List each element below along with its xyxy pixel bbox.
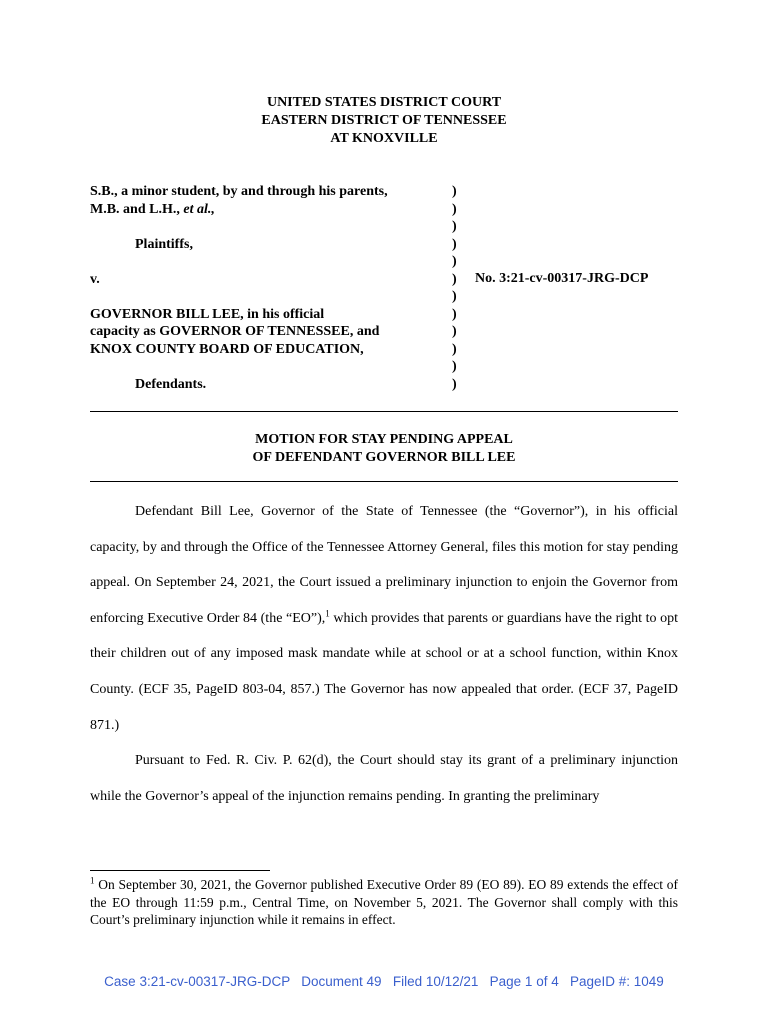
footnote-separator <box>90 870 270 871</box>
paren: ) <box>452 376 457 392</box>
stamp-document: Document 49 <box>301 974 382 989</box>
paren: ) <box>452 359 457 374</box>
paragraph-1: Defendant Bill Lee, Governor of the State of Tennessee (the “Governor”), in his official capacity, by and through the Office of the Tennessee Attorney General, files this motion for stay pending appeal. On September 24, 2021, the Court issued a preliminary injunction to enjoin the Governor from enforcing Executive Order 84 (the “EO”),$^1$ which provides that parents or guardians have the right to opt their children out of any imposed mask mandate while at school or at a school function, within Knox County. (ECF 35, PageID 803-04, 857.) The Governor has now appealed that order. (ECF 37, PageID 871.) <box>90 504 678 733</box>
court-district: EASTERN DISTRICT OF TENNESSEE <box>261 113 507 128</box>
versus: v. <box>90 271 100 287</box>
court-division: AT KNOXVILLE <box>330 131 438 146</box>
caption-divider <box>90 411 678 412</box>
paren: ) <box>452 324 457 339</box>
title-divider <box>90 481 678 482</box>
footnote <box>90 876 678 929</box>
filing-stamp <box>0 974 768 989</box>
paragraph-2: Pursuant to Fed. R. Civ. P. 62(d), the Court should stay its grant of a preliminary injunction while the Governor’s appeal of the injunction remains pending. In granting the preliminary <box>90 753 678 804</box>
footnote-number: 1 <box>90 875 95 886</box>
paren: ) <box>452 289 457 304</box>
et-al: et al., <box>183 201 215 217</box>
plaintiffs-label: Plaintiffs, <box>135 236 193 252</box>
footnote-text: On September 30, 2021, the Governor published Executive Order 89 (EO 89). EO 89 extends the effect of the EO through 11:59 p.m., Central Time, on November 5, 2021. The Governor shall comply with this Court’s preliminary injunction while it remains in effect. <box>90 877 678 927</box>
stamp-filed: Filed 10/12/21 <box>392 974 479 989</box>
stamp-page: Page 1 of 4 <box>489 974 559 989</box>
title-line-2: OF DEFENDANT GOVERNOR BILL LEE <box>252 450 516 465</box>
plaintiff-line-1: S.B., a minor student, by and through his parents, <box>90 184 388 199</box>
plaintiff-line-2 <box>90 201 450 219</box>
paren: ) <box>452 184 457 199</box>
title-line-1: MOTION FOR STAY PENDING APPEAL <box>255 432 513 447</box>
stamp-pageid: PageID #: 1049 <box>569 974 664 989</box>
court-name: UNITED STATES DISTRICT COURT <box>266 95 502 110</box>
document-title <box>0 431 768 467</box>
paren: ) <box>452 219 457 234</box>
caption-paren-column <box>452 183 462 393</box>
footnote-ref: 1 <box>325 608 330 619</box>
motion-body <box>90 494 678 814</box>
court-heading <box>0 94 768 148</box>
case-caption-parties <box>90 183 450 393</box>
paren: ) <box>452 236 457 252</box>
paren: ) <box>452 271 457 287</box>
defendants-label: Defendants. <box>135 376 207 392</box>
defendant-line-3: KNOX COUNTY BOARD OF EDUCATION, <box>90 341 364 357</box>
paren: ) <box>452 341 457 357</box>
defendant-line-1: GOVERNOR BILL LEE, in his official <box>90 306 325 322</box>
defendant-line-2: capacity as GOVERNOR OF TENNESSEE, and <box>90 324 380 339</box>
stamp-case: Case 3:21-cv-00317-JRG-DCP <box>104 974 290 989</box>
plaintiff-names: M.B. and L.H., <box>90 201 184 217</box>
paren: ) <box>452 254 457 269</box>
paren: ) <box>452 306 457 322</box>
paren: ) <box>452 201 457 217</box>
case-number: No. 3:21-cv-00317-JRG-DCP <box>475 271 649 286</box>
